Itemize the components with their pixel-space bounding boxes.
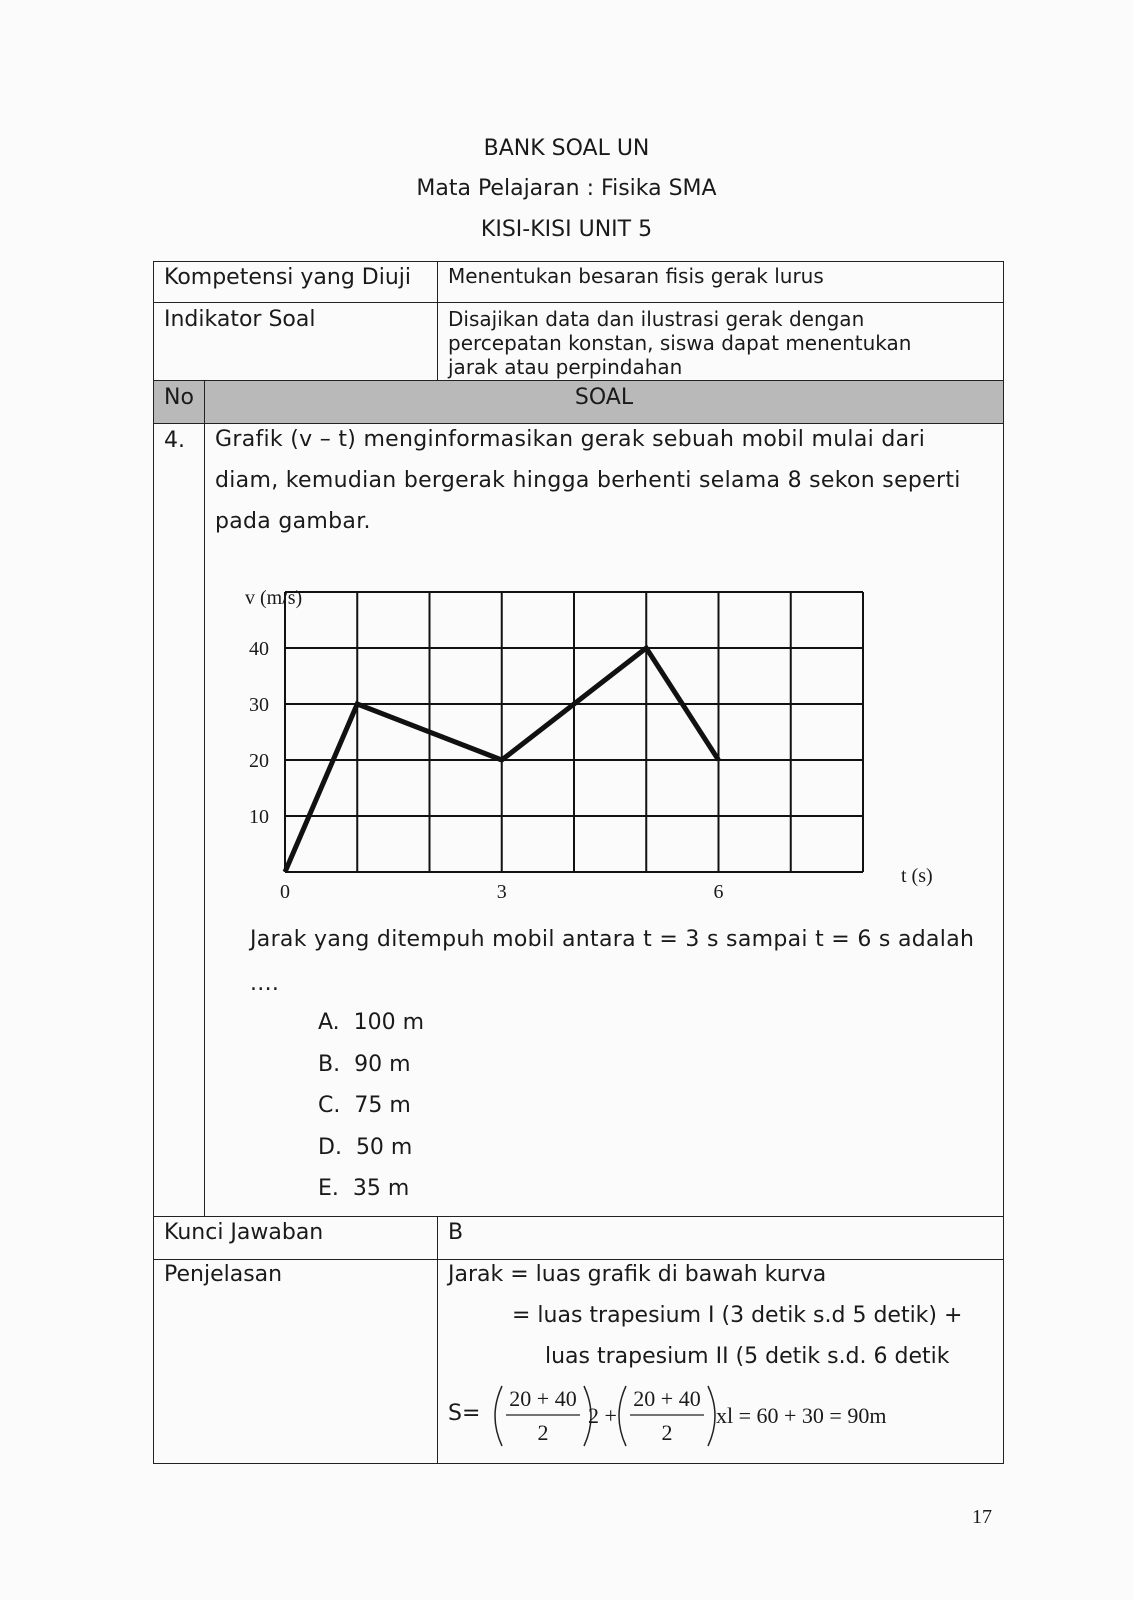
header-title: BANK SOAL UN bbox=[483, 136, 650, 161]
question-prompt: Jarak yang ditempuh mobil antara t = 3 s sampai t = 6 s adalah .... bbox=[250, 927, 975, 996]
option-e: E. 35 m bbox=[318, 1176, 410, 1201]
x-tick-label: 3 bbox=[496, 881, 507, 903]
question-number: 4. bbox=[164, 428, 185, 453]
y-tick-label: 20 bbox=[249, 750, 269, 772]
y-tick-label: 30 bbox=[249, 694, 269, 716]
formula bbox=[488, 1382, 908, 1450]
soal-header: SOAL bbox=[574, 385, 634, 410]
y-tick-label: 40 bbox=[249, 638, 269, 660]
option-c: C. 75 m bbox=[318, 1093, 411, 1118]
formula-den-2: 2 bbox=[661, 1420, 673, 1445]
option-d: D. 50 m bbox=[318, 1135, 413, 1160]
penjelasan-line-1: Jarak = luas grafik di bawah kurva bbox=[448, 1262, 827, 1287]
x-tick-label: 0 bbox=[280, 881, 290, 903]
kunci-value: B bbox=[448, 1220, 464, 1245]
page-number: 17 bbox=[972, 1506, 992, 1528]
penjelasan-line-3: luas trapesium II (5 detik s.d. 6 detik bbox=[545, 1344, 950, 1369]
header-subject: Mata Pelajaran : Fisika SMA bbox=[416, 176, 717, 201]
velocity-time-graph bbox=[230, 570, 970, 910]
header-unit: KISI-KISI UNIT 5 bbox=[480, 217, 653, 242]
formula-tail: xl = 60 + 30 = 90m bbox=[716, 1403, 887, 1428]
no-header: No bbox=[164, 385, 194, 410]
penjelasan-label: Penjelasan bbox=[164, 1262, 283, 1287]
option-b: B. 90 m bbox=[318, 1052, 411, 1077]
formula-mult-1: 2 + bbox=[588, 1403, 617, 1428]
indikator-label: Indikator Soal bbox=[164, 307, 316, 332]
question-text: Grafik (v – t) menginformasikan gerak sebuah mobil mulai dari diam, kemudian bergerak hingga berhenti selama 8 sekon seperti pada gambar. bbox=[215, 427, 961, 534]
kunci-label: Kunci Jawaban bbox=[164, 1220, 324, 1245]
kompetensi-label: Kompetensi yang Diuji bbox=[164, 265, 412, 290]
y-axis-label: v (m/s) bbox=[245, 587, 303, 609]
formula-prefix: S= bbox=[448, 1401, 481, 1426]
x-tick-label: 6 bbox=[713, 881, 724, 903]
formula-num-2: 20 + 40 bbox=[633, 1386, 701, 1411]
y-tick-label: 10 bbox=[249, 806, 269, 828]
option-a: A. 100 m bbox=[318, 1010, 425, 1035]
x-axis-label: t (s) bbox=[901, 865, 933, 887]
indikator-value: Disajikan data dan ilustrasi gerak dengan percepatan konstan, siswa dapat menentukan jarak atau perpindahan bbox=[448, 307, 912, 379]
kompetensi-value: Menentukan besaran fisis gerak lurus bbox=[448, 264, 824, 288]
formula-num-1: 20 + 40 bbox=[509, 1386, 577, 1411]
penjelasan-line-2: = luas trapesium I (3 detik s.d 5 detik) + bbox=[512, 1303, 963, 1328]
formula-den-1: 2 bbox=[537, 1420, 549, 1445]
